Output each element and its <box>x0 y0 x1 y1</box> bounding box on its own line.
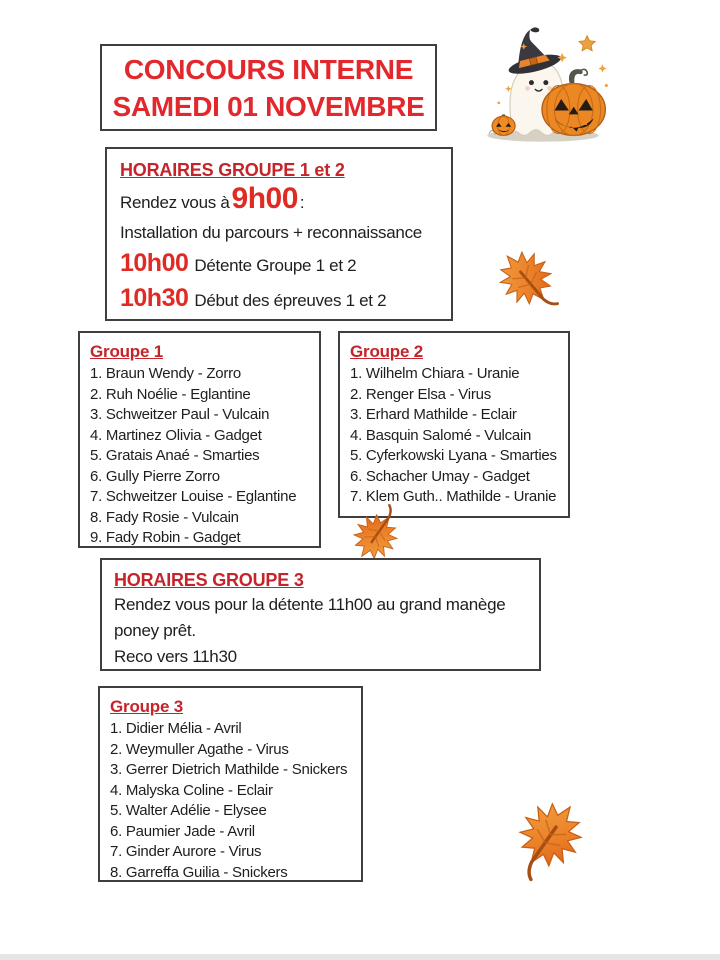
horaires-groupe-1-2-box <box>105 147 453 321</box>
halloween-ghost-pumpkin-illustration <box>468 26 616 146</box>
list-item: 2. Renger Elsa - Virus <box>350 385 491 403</box>
groupe-3-heading: Groupe 3 <box>110 697 184 716</box>
list-item: 3. Erhard Mathilde - Eclair <box>350 406 517 423</box>
detente-line <box>120 247 438 282</box>
rendezvous-prefix: Rendez vous à <box>120 193 230 212</box>
list-item: 1. Didier Mélia - Avril <box>110 720 242 737</box>
title-box <box>100 44 437 131</box>
list-item: 2. Ruh Noélie - Eglantine <box>90 385 251 403</box>
list-item: 5. Gratais Anaé - Smarties <box>90 447 260 464</box>
groupe-2-list <box>350 364 558 508</box>
title-line-1: CONCOURS INTERNE <box>123 53 414 85</box>
list-item: 7. Ginder Aurore - Virus <box>110 843 262 860</box>
list-item: 4. Martinez Olivia - Gadget <box>90 426 262 444</box>
list-item: 1. Wilhelm Chiara - Uranie <box>350 365 520 382</box>
groupe-3-box <box>98 686 363 882</box>
maple-leaf-icon <box>486 779 609 902</box>
list-item: 5. Walter Adélie - Elysee <box>110 802 267 819</box>
list-item: 5. Cyferkowski Lyana - Smarties <box>350 447 557 464</box>
horaires-3-line-2: Reco vers 11h30 <box>114 647 237 666</box>
detente-text: Détente Groupe 1 et 2 <box>194 256 357 275</box>
groupe-2-box <box>338 331 570 518</box>
list-item: 4. Malyska Coline - Eclair <box>110 781 273 799</box>
horaires-3-line-1: Rendez vous pour la détente 11h00 au grand manège poney prêt. <box>114 595 506 640</box>
list-item: 7. Schweitzer Louise - Eglantine <box>90 488 297 505</box>
debut-line <box>120 282 438 317</box>
list-item: 9. Fady Robin - Gadget <box>90 529 241 546</box>
list-item: 2. Weymuller Agathe - Virus <box>110 740 289 758</box>
groupe-1-box <box>78 331 321 548</box>
installation-line: Installation du parcours + reconnaissance <box>120 223 422 242</box>
list-item: 8. Fady Rosie - Vulcain <box>90 508 239 526</box>
groupe-2-heading: Groupe 2 <box>350 342 424 361</box>
rendezvous-time: 9h00 <box>231 182 298 215</box>
list-item: 3. Gerrer Dietrich Mathilde - Snickers <box>110 761 348 778</box>
detente-time: 10h00 <box>120 249 189 277</box>
list-item: 6. Paumier Jade - Avril <box>110 822 255 840</box>
rendezvous-line <box>120 182 438 219</box>
title-line-2: SAMEDI 01 NOVEMBRE <box>112 90 425 122</box>
maple-leaf-icon <box>477 230 581 334</box>
groupe-3-list <box>110 719 351 883</box>
rendezvous-suffix: : <box>299 193 305 212</box>
photo-bottom-edge <box>0 954 720 960</box>
groupe-1-heading: Groupe 1 <box>90 342 164 361</box>
horaires-groupe-3-box <box>100 558 541 671</box>
list-item: 3. Schweitzer Paul - Vulcain <box>90 406 270 423</box>
list-item: 1. Braun Wendy - Zorro <box>90 365 241 382</box>
horaires-3-heading: HORAIRES GROUPE 3 <box>114 570 304 590</box>
list-item: 8. Garreffa Guilia - Snickers <box>110 863 288 881</box>
list-item: 7. Klem Guth.. Mathilde - Uranie <box>350 488 557 505</box>
debut-time: 10h30 <box>120 284 189 312</box>
debut-text: Début des épreuves 1 et 2 <box>194 291 387 310</box>
groupe-1-list <box>90 364 309 549</box>
horaires-1-2-heading: HORAIRES GROUPE 1 et 2 <box>120 160 345 180</box>
list-item: 4. Basquin Salomé - Vulcain <box>350 426 532 444</box>
list-item: 6. Gully Pierre Zorro <box>90 467 220 485</box>
list-item: 6. Schacher Umay - Gadget <box>350 467 530 485</box>
